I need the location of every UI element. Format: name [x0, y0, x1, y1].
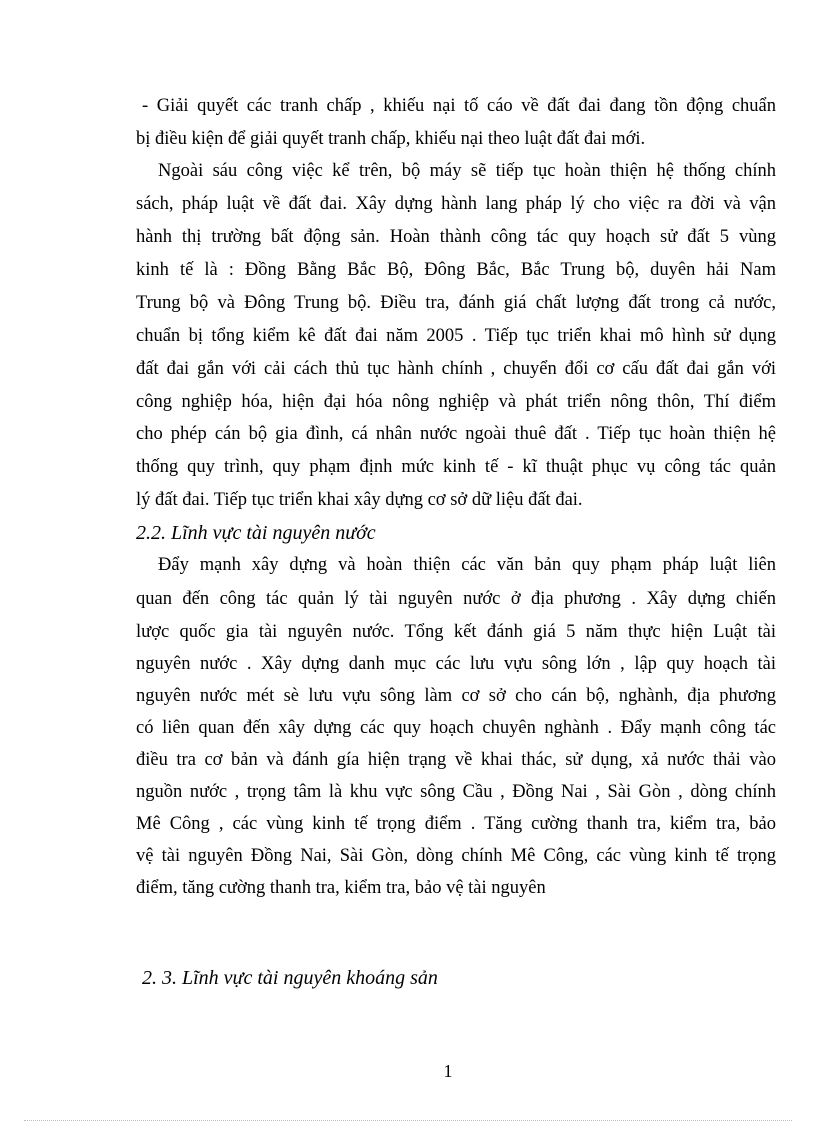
page-break-line [24, 1120, 792, 1121]
paragraph-line: Ngoài sáu công việc kể trên, bộ máy sẽ tiếp tục hoàn thiện hệ thống chính [158, 161, 776, 181]
paragraph-line: cho phép cán bộ gia đình, cá nhân nước ngoài thuê đất . Tiếp tục hoàn thiện hệ [136, 424, 776, 444]
paragraph-line: lý đất đai. Tiếp tục triển khai xây dựng cơ sở dữ liệu đất đai. [136, 490, 583, 510]
paragraph-line: điều tra cơ bản và đánh gía hiện trạng về khai thác, sử dụng, xả nước thải vào [136, 750, 776, 770]
paragraph-line: nguyên nước . Xây dựng danh mục các lưu vựu sông lớn , lập quy hoạch tài [136, 654, 776, 674]
paragraph-line: hành thị trường bất động sản. Hoàn thành công tác quy hoạch sử đất 5 vùng [136, 227, 776, 247]
paragraph-line: vệ tài nguyên Đồng Nai, Sài Gòn, dòng chính Mê Công, các vùng kinh tế trọng [136, 846, 776, 866]
paragraph-line: có liên quan đến xây dựng các quy hoạch chuyên nghành . Đẩy mạnh công tác [136, 718, 776, 738]
paragraph-line: nguyên nước mét sè lưu vựu sông làm cơ sở cho cán bộ, nghành, địa phương [136, 686, 776, 706]
paragraph-line: - Giải quyết các tranh chấp , khiếu nại tố cáo về đất đai đang tồn động chuẩn [142, 96, 776, 116]
paragraph-line: nguồn nước , trọng tâm là khu vực sông Cầu , Đồng Nai , Sài Gòn , dòng chính [136, 782, 776, 802]
paragraph-line: sách, pháp luật về đất đai. Xây dựng hành lang pháp lý cho việc ra đời và vận [136, 194, 776, 214]
section-heading: 2. 3. Lĩnh vực tài nguyên khoáng sản [142, 967, 438, 989]
paragraph-line: kinh tế là : Đồng Bằng Bắc Bộ, Đông Bắc, Bắc Trung bộ, duyên hải Nam [136, 260, 776, 280]
paragraph-line: công nghiệp hóa, hiện đại hóa nông nghiệp và phát triển nông thôn, Thí điểm [136, 392, 776, 412]
section-heading: 2.2. Lĩnh vực tài nguyên nước [136, 522, 376, 544]
paragraph-line: lược quốc gia tài nguyên nước. Tổng kết đánh giá 5 năm thực hiện Luật tài [136, 622, 776, 642]
paragraph-line: thống quy trình, quy phạm định mức kinh tế - kĩ thuật phục vụ công tác quản [136, 457, 776, 477]
paragraph-line: điểm, tăng cường thanh tra, kiểm tra, bảo vệ tài nguyên [136, 878, 546, 898]
paragraph-line: Mê Công , các vùng kinh tế trọng điểm . Tăng cường thanh tra, kiểm tra, bảo [136, 814, 776, 834]
paragraph-line: bị điều kiện để giải quyết tranh chấp, khiếu nại theo luật đất đai mới. [136, 129, 646, 149]
paragraph-line: đất đai gắn với cải cách thủ tục hành chính , chuyển đổi cơ cấu đất đai gắn với [136, 359, 776, 379]
paragraph-line: Đẩy mạnh xây dựng và hoàn thiện các văn bản quy phạm pháp luật liên [158, 555, 776, 575]
page-number: 1 [443, 1061, 453, 1081]
paragraph-line: Trung bộ và Đông Trung bộ. Điều tra, đánh giá chất lượng đất trong cả nước, [136, 293, 776, 313]
paragraph-line: chuẩn bị tổng kiểm kê đất đai năm 2005 . Tiếp tục triển khai mô hình sử dụng [136, 326, 776, 346]
paragraph-line: quan đến công tác quản lý tài nguyên nước ở địa phương . Xây dựng chiến [136, 589, 776, 609]
